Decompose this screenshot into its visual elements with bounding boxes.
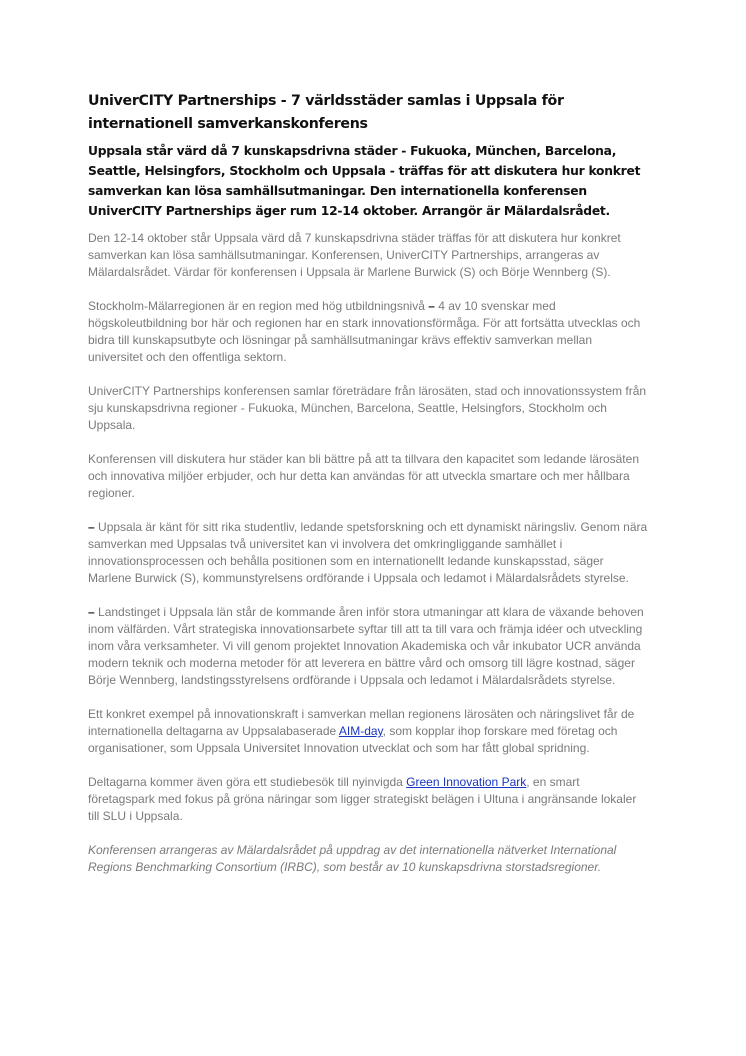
quote-dash: – [88,520,95,534]
article-title: UniverCITY Partnerships - 7 världsstäder samlas i Uppsala för internationell samverkanskonferens [88,93,564,132]
green-park-text-b: , en smart företagspark med fokus på gröna näringar som ligger strategiskt belägen i Ultuna i angränsande lokaler till SLU i Uppsala. [88,775,637,823]
paragraph-organizer-note: Konferensen arrangeras av Mälardalsrådet på uppdrag av det internationella nätverket International Regions Benchmarking Consortium (IRBC), som består av 10 kunskapsdrivna storstadsregioner. [88,843,617,874]
paragraph-conference: UniverCITY Partnerships konferensen samlar företrädare från lärosäten, stad och innovationssystem från sju kunskapsdrivna regioner - Fukuoka, München, Barcelona, Seattle, Helsingfors, Stockholm och Uppsala. [88,384,647,432]
paragraph-region [88,298,648,366]
paragraph-region-text-b: 4 av 10 svenskar med högskoleutbildning bor här och regionen har en stark innovationsförmåga. För att fortsätta utvecklas och bidra till kunskapsutbyte och lösningar på samhällsutmaningar krävs effektiv samverkan mellan universitet och den offentliga sektorn. [88,299,641,364]
paragraph-intro: Den 12-14 oktober står Uppsala värd då 7 kunskapsdrivna städer träffas för att diskutera hur konkret samverkan kan lösa samhällsutmaningar. Konferensen, UniverCITY Partnerships, arrangeras av Mälardalsrådet. Värdar för konferensen i Uppsala är Marlene Burwick (S) och Börje Wennberg (S). [88,231,621,279]
aim-day-text-a: Ett konkret exempel på innovationskraft i samverkan mellan regionens lärosäten och näringslivet får de internationella deltagarna av Uppsalabaserade [88,707,635,738]
quote-wennberg-text: Landstinget i Uppsala län står de kommande åren inför stora utmaningar att klara de växande behoven inom välfärden. Vårt strategiska innovationsarbete syftar till att ta till vara och främja idéer och utveckling inom våra verksamheter. Vi vill genom projektet Innovation Akademiska och vår inkubator UCR använda modern teknik och moderna metoder för att leverera en bättre vård och omsorg till lägre kostnad, säger Börje Wennberg, landstingsstyrelsens ordförande i Uppsala och ledamot i Mälardalsrådets styrelse. [88,605,644,687]
paragraph-quote-burwick [88,519,648,587]
green-park-text-a: Deltagarna kommer även göra ett studiebesök till nyinvigda [88,775,407,789]
green-innovation-park-link[interactable]: Green Innovation Park [406,775,527,789]
article-lead: Uppsala står värd då 7 kunskapsdrivna städer - Fukuoka, München, Barcelona, Seattle, Helsingfors, Stockholm och Uppsala - träffas för att diskutera hur konkret samverkan kan lösa samhällsutmaningar. Den internationella konferensen UniverCITY Partnerships äger rum 12-14 oktober. Arrangör är Mälardalsrådet. [88,144,641,218]
paragraph-discussion: Konferensen vill diskutera hur städer kan bli bättre på att ta tillvara den kapacitet som ledande lärosäten och innovativa miljöer erbjuder, och hur detta kan användas för att utveckla smartare och mer hållbara regioner. [88,452,639,500]
paragraph-region-text-a: Stockholm-Mälarregionen är en region med hög utbildningsnivå [88,299,429,313]
paragraph-quote-wennberg [88,604,648,689]
aim-day-link[interactable]: AIM-day [338,724,383,738]
paragraph-green-park [88,774,648,825]
quote-burwick-text: Uppsala är känt för sitt rika studentliv, ledande spetsforskning och ett dynamiskt näringsliv. Genom nära samverkan med Uppsalas två universitet kan vi involvera det omkringliggande samhället i innovationsprocessen och behålla positionen som en internationellt ledande kunskapsstad, säger Marlene Burwick (S), kommunstyrelsens ordförande i Uppsala och ledamot i Mälardalsrådets styrelse. [88,520,648,585]
aim-day-text-b: , som kopplar ihop forskare med företag och organisationer, som Uppsala Universitet Innovation utvecklat och som har fått global spridning. [88,724,618,755]
paragraph-aim-day [88,706,648,757]
quote-dash: – [88,605,95,619]
document-page [88,90,648,893]
dash: – [428,299,435,313]
